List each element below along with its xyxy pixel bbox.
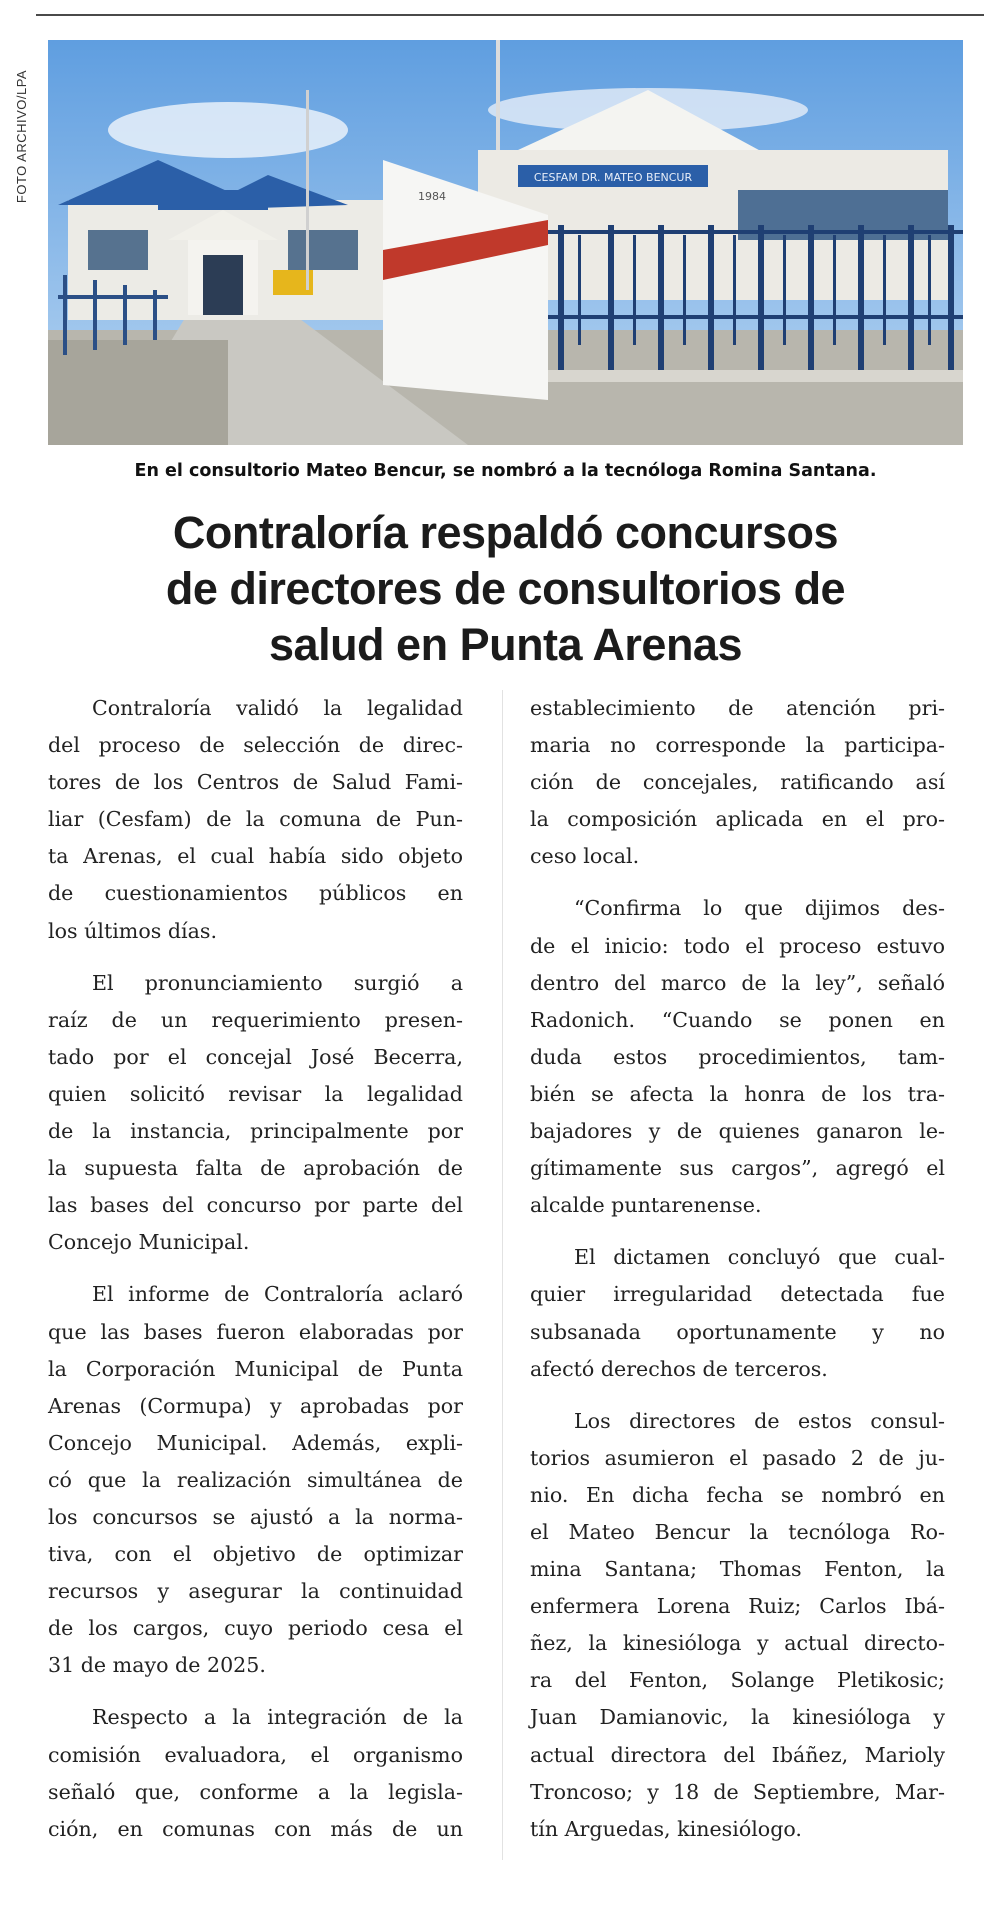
paragraph <box>530 1239 945 1387</box>
text-line: afectó derechos de terceros. <box>530 1356 828 1381</box>
text-line: ñez, la kinesióloga y actual directo- <box>530 1631 945 1656</box>
paragraph <box>530 1403 945 1848</box>
text-line: nio. En dicha fecha se nombró en <box>530 1482 945 1507</box>
text-line: mina Santana; Thomas Fenton, la <box>530 1557 945 1582</box>
text-line: torios asumieron el pasado 2 de ju- <box>530 1445 945 1470</box>
text-line: la composición aplicada en el pro- <box>530 807 945 832</box>
photo-credit <box>10 46 34 226</box>
text-line: raíz de un requerimiento presen- <box>48 1007 463 1032</box>
photo-credit-text: FOTO ARCHIVO/LPA <box>14 69 30 203</box>
text-line: el Mateo Bencur la tecnóloga Ro- <box>530 1519 945 1544</box>
text-line: del proceso de selección de direc- <box>48 733 463 758</box>
paragraph <box>48 690 463 950</box>
text-line: quien solicitó revisar la legalidad <box>48 1081 463 1106</box>
text-line: ción, en comunas con más de un <box>48 1816 463 1841</box>
headline-line: salud en Punta Arenas <box>269 619 742 670</box>
paragraph <box>48 965 463 1262</box>
text-line: Juan Damianovic, la kinesióloga y <box>530 1705 945 1730</box>
text-line: 31 de mayo de 2025. <box>48 1653 266 1678</box>
paragraph <box>530 690 945 875</box>
text-line: actual directora del Ibáñez, Marioly <box>530 1742 945 1767</box>
text-line: alcalde puntarenense. <box>530 1193 762 1218</box>
top-rule <box>36 14 984 16</box>
text-line: comisión evaluadora, el organismo <box>48 1742 463 1767</box>
text-line: có que la realización simultánea de <box>48 1467 463 1492</box>
text-line: Arenas (Cormupa) y aprobadas por <box>48 1393 463 1418</box>
headline <box>48 505 963 673</box>
article-column-right <box>530 690 945 1848</box>
text-line: tín Arguedas, kinesiólogo. <box>530 1816 802 1841</box>
text-line: Radonich. “Cuando se ponen en <box>530 1007 945 1032</box>
text-line: los últimos días. <box>48 918 218 943</box>
text-line: señaló que, conforme a la legisla- <box>48 1779 463 1804</box>
text-line: bajadores y de quienes ganaron le- <box>530 1119 945 1144</box>
paragraph <box>48 1276 463 1684</box>
text-line: la supuesta falta de aprobación de <box>48 1156 463 1181</box>
headline-line: Contraloría respaldó concursos <box>172 507 839 558</box>
text-line: Contraloría validó la legalidad <box>92 696 463 720</box>
text-line: de cuestionamientos públicos en <box>48 881 463 906</box>
text-line: la Corporación Municipal de Punta <box>48 1356 463 1381</box>
text-line: quier irregularidad detectada fue <box>530 1282 945 1307</box>
paragraph <box>48 1699 463 1847</box>
text-line: ra del Fenton, Solange Pletikosic; <box>530 1668 945 1693</box>
text-line: que las bases fueron elaboradas por <box>48 1319 463 1344</box>
text-line: bién se afecta la honra de los tra- <box>530 1081 945 1106</box>
text-line: tado por el concejal José Becerra, <box>48 1044 463 1069</box>
text-line: Los directores de estos consul- <box>574 1408 945 1433</box>
column-divider <box>502 690 503 1860</box>
text-line: de los cargos, cuyo periodo cesa el <box>48 1616 463 1641</box>
building-sign-text: CESFAM DR. MATEO BENCUR <box>533 171 693 184</box>
text-line: subsanada oportunamente y no <box>530 1319 945 1344</box>
text-line: tiva, con el objetivo de optimizar <box>48 1542 463 1567</box>
text-line: recursos y asegurar la continuidad <box>48 1579 463 1604</box>
text-line: dentro del marco de la ley”, señaló <box>530 970 945 995</box>
text-line: El dictamen concluyó que cual- <box>574 1245 945 1270</box>
text-line: gítimamente sus cargos”, agregó el <box>530 1156 945 1181</box>
article-column-left <box>48 690 463 1848</box>
text-line: Concejo Municipal. Además, expli- <box>48 1430 463 1455</box>
text-line: las bases del concurso por parte del <box>48 1193 463 1218</box>
text-line: establecimiento de atención pri- <box>530 696 945 720</box>
text-line: los concursos se ajustó a la norma- <box>48 1504 463 1529</box>
text-line: de la instancia, principalmente por <box>48 1119 463 1144</box>
text-line: Respecto a la integración de la <box>92 1705 463 1730</box>
text-line: El informe de Contraloría aclaró <box>92 1282 463 1307</box>
article-photo <box>48 40 963 445</box>
text-line: de el inicio: todo el proceso estuvo <box>530 933 945 958</box>
health-center-illustration <box>48 40 963 445</box>
photo-caption: En el consultorio Mateo Bencur, se nombró a la tecnóloga Romina Santana. <box>134 461 877 481</box>
text-line: ta Arenas, el cual había sido objeto <box>48 844 463 869</box>
headline-line: de directores de consultorios de <box>165 563 846 614</box>
text-line: ceso local. <box>530 844 640 869</box>
text-line: ción de concejales, ratificando así <box>530 770 945 795</box>
wall-label-text: 1984 <box>418 190 446 203</box>
paragraph <box>530 890 945 1224</box>
text-line: El pronunciamiento surgió a <box>92 970 463 995</box>
text-line: enfermera Lorena Ruiz; Carlos Ibá- <box>530 1594 945 1619</box>
text-line: maria no corresponde la participa- <box>530 733 945 758</box>
text-line: duda estos procedimientos, tam- <box>530 1044 945 1069</box>
text-line: tores de los Centros de Salud Fami- <box>48 770 463 795</box>
text-line: Concejo Municipal. <box>48 1230 250 1255</box>
text-line: Troncoso; y 18 de Septiembre, Mar- <box>530 1779 945 1804</box>
text-line: liar (Cesfam) de la comuna de Pun- <box>48 807 463 832</box>
text-line: “Confirma lo que dijimos des- <box>574 896 945 921</box>
